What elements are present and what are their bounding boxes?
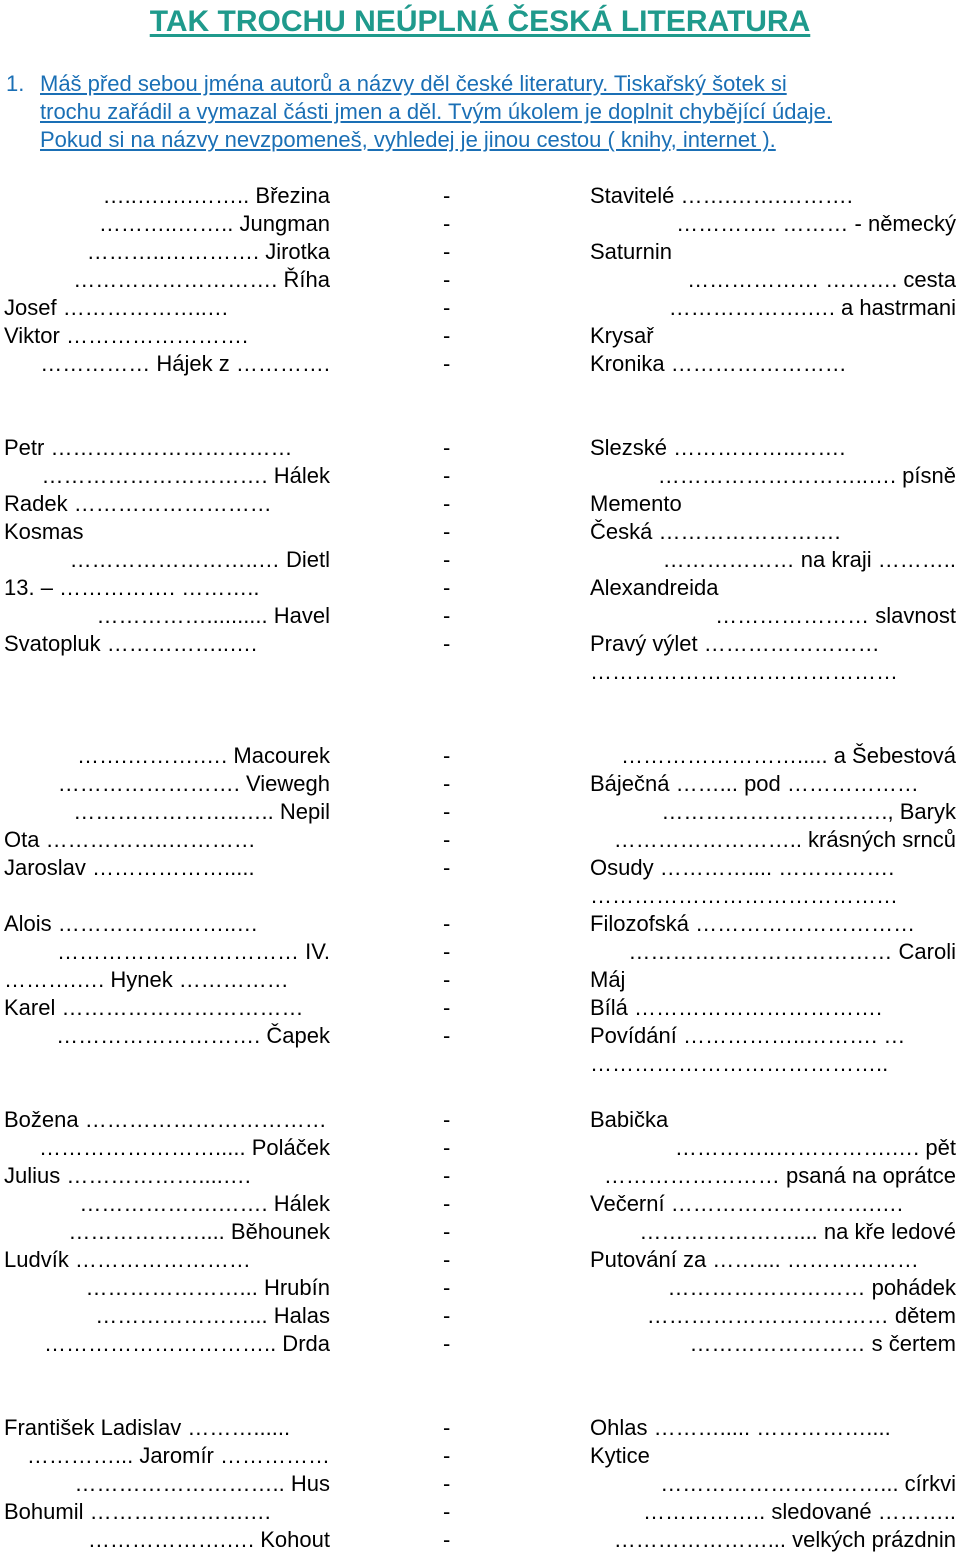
author-name: Josef ………………..… [4,295,229,320]
separator-dash: - [443,575,451,600]
author-name: …………………... Halas [95,1303,330,1328]
separator-dash: - [443,463,451,488]
list-item [0,210,960,238]
separator-dash: - [443,1331,451,1356]
list-item [0,1330,960,1358]
work-title: ……………….…. a hastrmani [668,295,956,320]
author-name: Petr …………………………… [4,435,293,460]
list-item [0,1246,960,1274]
list-item [0,1442,960,1470]
work-title: …………………………… dětem [646,1303,956,1328]
author-name: ………..…….. Jungman [98,211,330,236]
work-title: …………………………... církvi [660,1471,956,1496]
list-item [0,1190,960,1218]
separator-dash: - [443,1499,451,1524]
author-name: Jaroslav ………………..... [4,855,255,880]
author-name: ……………………..… Dietl [69,547,330,572]
work-title: Pravý výlet …………………… [590,631,880,656]
work-title: Bílá ……………………………. [590,995,883,1020]
work-title: Večerní ……………………….…. [590,1191,903,1216]
work-title: ………………………………….. [590,1051,889,1076]
author-name: ……………….……. Hálek [79,1191,330,1216]
task-line: Pokud si na názvy nevzpomeneš, vyhledej je jinou cestou ( knihy, internet ). [40,127,776,152]
work-title: Putování za …….... ……………… [590,1247,919,1272]
work-title: Slezské ……………..……. [590,435,846,460]
list-item [0,1106,960,1134]
list-item [0,742,960,770]
separator-dash: - [443,1275,451,1300]
author-name: …………….......... Havel [96,603,330,628]
list-item [0,294,960,322]
list-item [0,322,960,350]
author-name: Svatopluk ……………..…. [4,631,258,656]
separator-dash: - [443,211,451,236]
work-title: …………..…………….…. pět [674,1135,956,1160]
author-name: …………………... Hrubín [85,1275,330,1300]
list-item [0,1302,960,1330]
list-item [0,910,960,938]
work-title: …………………….. krásných srnců [613,827,956,852]
work-title: Saturnin [590,239,672,264]
task-line: Máš před sebou jména autorů a názvy děl české literatury. Tiskařský šotek si [40,71,787,96]
list-item [0,434,960,462]
separator-dash: - [443,547,451,572]
author-name: ………………………. Čapek [56,1023,330,1048]
work-title: Filozofská ………………………… [590,911,916,936]
list-item [0,1022,960,1050]
separator-dash: - [443,1023,451,1048]
work-title: ……………………..... a Šebestová [621,743,956,768]
work-title: ……………………………… Caroli [628,939,956,964]
list-item [0,462,960,490]
work-title: Stavitelé …….…….………. [590,183,853,208]
separator-dash: - [443,995,451,1020]
separator-dash: - [443,351,451,376]
list-item [0,1134,960,1162]
work-title: Máj [590,967,626,992]
author-name: ………………………….. Drda [43,1331,330,1356]
work-title: …………………………………… [590,659,898,684]
separator-dash: - [443,967,451,992]
work-title: ………………… slavnost [715,603,956,628]
list-item [0,1470,960,1498]
separator-dash: - [443,939,451,964]
work-title: …………………… psaná na oprátce [603,1163,956,1188]
separator-dash: - [443,771,451,796]
separator-dash: - [443,267,451,292]
work-title: Ohlas ………..... …………….... [590,1415,891,1440]
list-item [0,490,960,518]
author-name: Karel …………………………… [4,995,304,1020]
list-item [0,770,960,798]
list-item [0,882,960,910]
separator-dash: - [443,631,451,656]
separator-dash: - [443,491,451,516]
work-title: …………………... velkých prázdnin [613,1527,956,1552]
separator-dash: - [443,1191,451,1216]
task-number: 1. [6,71,25,96]
author-name: …..….….…….. Březina [102,183,330,208]
work-title: Babička [590,1107,669,1132]
page-title: TAK TROCHU NEÚPLNÁ ČESKÁ LITERATURA [149,5,811,38]
author-name: 13. – ……………. ……….. [4,575,260,600]
work-title: …………………… s čertem [689,1331,956,1356]
separator-dash: - [443,1415,451,1440]
list-item [0,602,960,630]
author-name: …………………………. Hálek [41,463,330,488]
separator-dash: - [443,183,451,208]
author-name: ………………………. Říha [73,267,330,292]
work-title: Krysař [590,323,654,348]
author-name: …………... Jaromír …………… [26,1443,330,1468]
list-item [0,854,960,882]
separator-dash: - [443,855,451,880]
separator-dash: - [443,239,451,264]
task-line: trochu zařádil a vymazal části jmen a děl. Tvým úkolem je doplnit chybějící údaje. [40,99,832,124]
work-title: Osudy ………….... ……………. [590,855,895,880]
separator-dash: - [443,799,451,824]
list-item [0,798,960,826]
separator-dash: - [443,519,451,544]
work-title: Memento [590,491,682,516]
author-name: …………… Hájek z …………. [40,351,330,376]
list-item [0,182,960,210]
list-item [0,938,960,966]
author-name: Alois ……………..……..… [4,911,259,936]
work-title: …………….. sledované ……….. [643,1499,956,1524]
author-name: ……………………. Viewegh [57,771,330,796]
work-title: ……………… ………. cesta [687,267,956,292]
separator-dash: - [443,1107,451,1132]
work-title: ……………… na kraji ……….. [662,547,956,572]
list-item [0,966,960,994]
author-name: ……….…. Hynek …………… [4,967,289,992]
list-item [0,1414,960,1442]
author-name: ……………………..... Poláček [39,1135,330,1160]
list-item [0,630,960,658]
author-name: ……………………….. Hus [74,1471,330,1496]
separator-dash: - [443,1135,451,1160]
list-item [0,574,960,602]
work-title: Alexandreida [590,575,719,600]
author-name: Radek ……………………… [4,491,272,516]
work-title: Povídání ……………..………. … [590,1023,906,1048]
separator-dash: - [443,295,451,320]
task-instructions [6,70,946,154]
author-name: Kosmas [4,519,84,544]
list-item [0,266,960,294]
separator-dash: - [443,1527,451,1552]
author-name: …….……….…. Macourek [76,743,330,768]
author-name: ……………….... Běhounek [68,1219,330,1244]
list-item [0,1498,960,1526]
work-title: Česká ……………………. [590,519,841,544]
author-name: …………………..….. Nepil [73,799,330,824]
separator-dash: - [443,1247,451,1272]
separator-dash: - [443,1303,451,1328]
work-title: Kytice [590,1443,650,1468]
separator-dash: - [443,1443,451,1468]
separator-dash: - [443,603,451,628]
separator-dash: - [443,827,451,852]
work-title: …………………………., Baryk [661,799,956,824]
separator-dash: - [443,1471,451,1496]
author-name: ………..…………. Jirotka [86,239,330,264]
list-item [0,1050,960,1078]
list-item [0,994,960,1022]
work-title: Kronika …………………… [590,351,847,376]
author-name: ……………….…. Kohout [87,1527,330,1552]
work-title: ………………………..…. písně [657,463,956,488]
author-name: Viktor ……………………. [4,323,249,348]
work-title: ………….. ……… - německý [676,211,956,236]
work-title: ………………….... na kře ledové [639,1219,956,1244]
author-name: Julius ………………....…. [4,1163,251,1188]
separator-dash: - [443,323,451,348]
list-item [0,518,960,546]
separator-dash: - [443,1219,451,1244]
work-title: Báječná ……... pod ……………… [590,771,919,796]
author-name: Bohumil ………………….… [4,1499,272,1524]
list-item [0,658,960,686]
work-title: ……………………… pohádek [667,1275,956,1300]
list-item [0,1274,960,1302]
author-name: Ota ……………..………… [4,827,256,852]
list-item [0,546,960,574]
list-item [0,1218,960,1246]
list-item [0,350,960,378]
separator-dash: - [443,911,451,936]
separator-dash: - [443,435,451,460]
work-title: …………………………………… [590,883,898,908]
author-name: …………………………… IV. [57,939,330,964]
list-item [0,826,960,854]
author-name: František Ladislav ………...... [4,1415,291,1440]
separator-dash: - [443,1163,451,1188]
author-name: Božena …………………………… [4,1107,327,1132]
list-item [0,1162,960,1190]
separator-dash: - [443,743,451,768]
list-item [0,238,960,266]
list-item [0,1526,960,1554]
author-name: Ludvík …………………… [4,1247,251,1272]
